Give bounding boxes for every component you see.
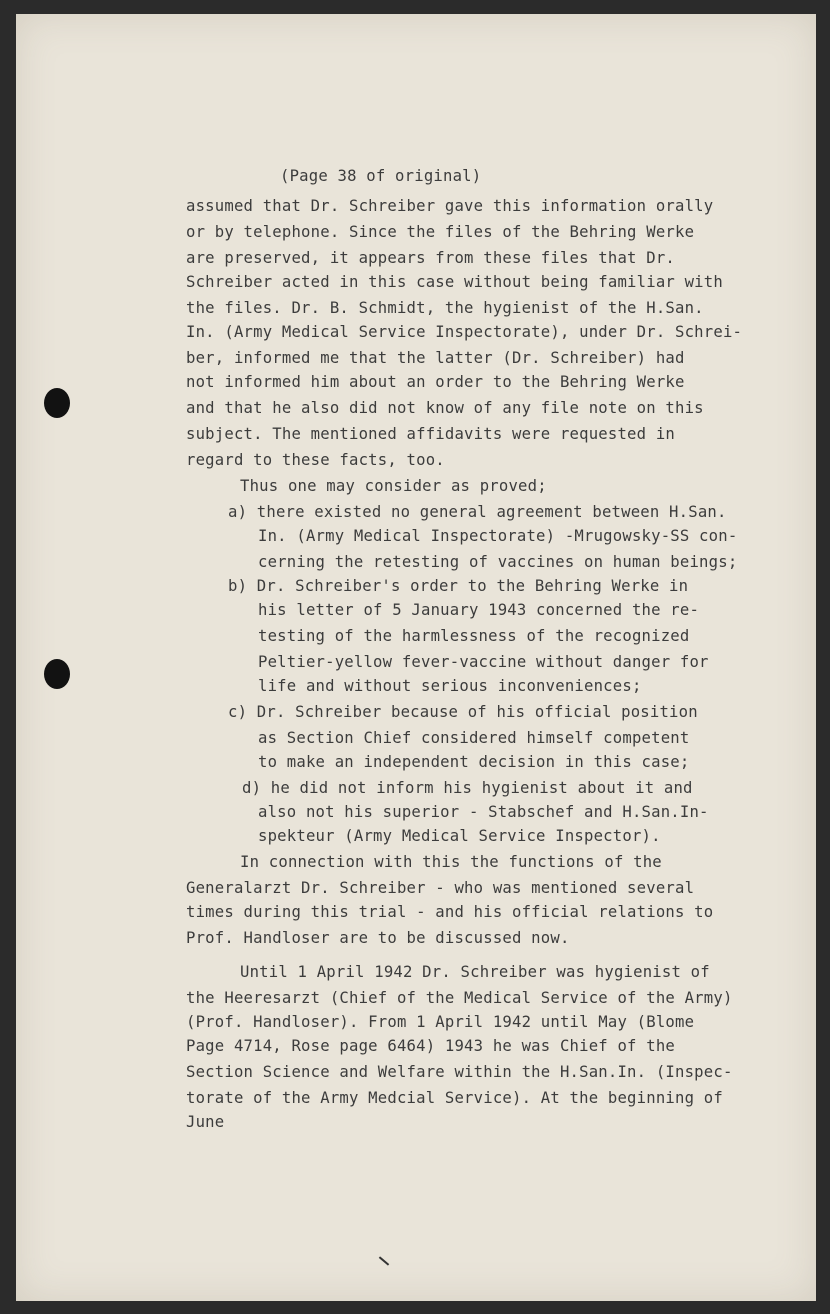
text-line: assumed that Dr. Schreiber gave this information orally bbox=[186, 197, 714, 215]
text-line: Schreiber acted in this case without being familiar with bbox=[186, 273, 723, 291]
text-line: to make an independent decision in this case; bbox=[258, 753, 690, 771]
text-line: Peltier-yellow fever-vaccine without danger for bbox=[258, 653, 709, 671]
text-line: subject. The mentioned affidavits were requested in bbox=[186, 425, 675, 443]
text-line: Prof. Handloser are to be discussed now. bbox=[186, 929, 570, 947]
text-line: life and without serious inconveniences; bbox=[258, 677, 642, 695]
text-line: Thus one may consider as proved; bbox=[240, 477, 547, 495]
punch-hole bbox=[44, 388, 70, 418]
text-line: (Prof. Handloser). From 1 April 1942 until May (Blome bbox=[186, 1013, 695, 1031]
text-line: Page 4714, Rose page 6464) 1943 he was Chief of the bbox=[186, 1037, 675, 1055]
text-line: the files. Dr. B. Schmidt, the hygienist of the H.San. bbox=[186, 299, 704, 317]
text-line: his letter of 5 January 1943 concerned the re- bbox=[258, 601, 700, 619]
text-line: June bbox=[186, 1113, 225, 1131]
text-line: c) Dr. Schreiber because of his official position bbox=[228, 703, 698, 721]
text-line: and that he also did not know of any file note on this bbox=[186, 399, 704, 417]
text-line: not informed him about an order to the Behring Werke bbox=[186, 373, 685, 391]
text-line: the Heeresarzt (Chief of the Medical Service of the Army) bbox=[186, 989, 733, 1007]
text-line: times during this trial - and his official relations to bbox=[186, 903, 714, 921]
text-line: Until 1 April 1942 Dr. Schreiber was hygienist of bbox=[240, 963, 710, 981]
text-line: cerning the retesting of vaccines on human beings; bbox=[258, 553, 738, 571]
text-line: b) Dr. Schreiber's order to the Behring Werke in bbox=[228, 577, 689, 595]
text-line: regard to these facts, too. bbox=[186, 451, 445, 469]
text-line: also not his superior - Stabschef and H.San.In- bbox=[258, 803, 709, 821]
text-line: d) he did not inform his hygienist about it and bbox=[242, 779, 693, 797]
text-line: torate of the Army Medcial Service). At the beginning of bbox=[186, 1089, 723, 1107]
text-line: ber, informed me that the latter (Dr. Schreiber) had bbox=[186, 349, 685, 367]
text-line: are preserved, it appears from these files that Dr. bbox=[186, 249, 675, 267]
text-line: a) there existed no general agreement between H.San. bbox=[228, 503, 727, 521]
punch-hole bbox=[44, 659, 70, 689]
page-header: (Page 38 of original) bbox=[280, 167, 482, 185]
text-line: In. (Army Medical Inspectorate) -Mrugowsky-SS con- bbox=[258, 527, 738, 545]
text-line: as Section Chief considered himself competent bbox=[258, 729, 690, 747]
text-line: spekteur (Army Medical Service Inspector). bbox=[258, 827, 661, 845]
text-line: Generalarzt Dr. Schreiber - who was mentioned several bbox=[186, 879, 695, 897]
text-line: In connection with this the functions of the bbox=[240, 853, 662, 871]
text-line: or by telephone. Since the files of the Behring Werke bbox=[186, 223, 695, 241]
text-line: In. (Army Medical Service Inspectorate), under Dr. Schrei- bbox=[186, 323, 743, 341]
text-line: testing of the harmlessness of the recognized bbox=[258, 627, 690, 645]
text-line: Section Science and Welfare within the H.San.In. (Inspec- bbox=[186, 1063, 733, 1081]
